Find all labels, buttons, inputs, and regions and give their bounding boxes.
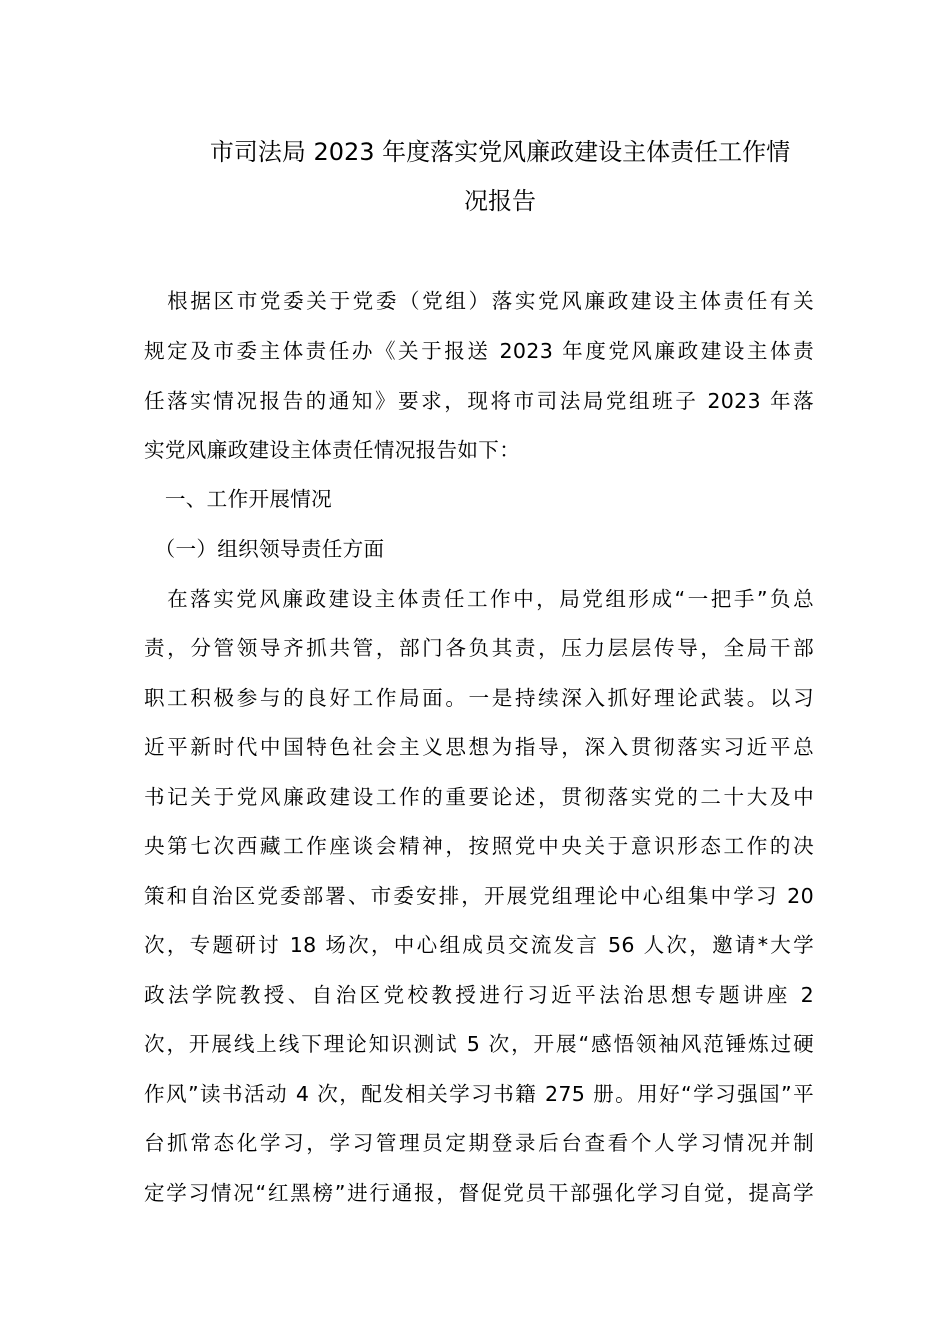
body-paragraph-line: 政法学院教授、自治区党校教授进行习近平法治思想专题讲座 2 [144, 983, 814, 1007]
document-title-line-2: 况报告 [464, 187, 536, 215]
body-paragraph-line: 定学习情况“红黑榜”进行通报，督促党员干部强化学习自觉，提高学 [144, 1181, 814, 1205]
section-heading: 一、工作开展情况 [144, 487, 333, 511]
intro-paragraph-line: 实党风廉政建设主体责任情况报告如下： [144, 438, 521, 462]
body-paragraph-line: 在落实党风廉政建设主体责任工作中，局党组形成“一把手”负总 [144, 587, 814, 611]
body-paragraph-line: 央第七次西藏工作座谈会精神，按照党中央关于意识形态工作的决 [144, 834, 814, 858]
body-paragraph-line: 责，分管领导齐抓共管，部门各负其责，压力层层传导，全局干部 [144, 636, 814, 660]
body-paragraph-line: 作风”读书活动 4 次，配发相关学习书籍 275 册。用好“学习强国”平 [144, 1082, 814, 1106]
body-paragraph-line: 次，开展线上线下理论知识测试 5 次，开展“感悟领袖风范锤炼过硬 [144, 1032, 814, 1056]
body-paragraph-line: 书记关于党风廉政建设工作的重要论述，贯彻落实党的二十大及中 [144, 785, 814, 809]
document-title-line-1: 市司法局 2023 年度落实党风廉政建设主体责任工作情 [209, 138, 791, 166]
intro-paragraph-line: 任落实情况报告的通知》要求，现将市司法局党组班子 2023 年落 [144, 389, 814, 413]
body-paragraph-line: 策和自治区党委部署、市委安排，开展党组理论中心组集中学习 20 [144, 884, 814, 908]
body-paragraph-line: 职工积极参与的良好工作局面。一是持续深入抓好理论武装。以习 [144, 686, 814, 710]
body-paragraph-line: 次，专题研讨 18 场次，中心组成员交流发言 56 人次，邀请*大学 [144, 933, 814, 957]
intro-paragraph-line: 规定及市委主体责任办《关于报送 2023 年度党风廉政建设主体责 [144, 339, 814, 363]
body-paragraph-line: 近平新时代中国特色社会主义思想为指导，深入贯彻落实习近平总 [144, 735, 814, 759]
intro-paragraph-line: 根据区市党委关于党委（党组）落实党风廉政建设主体责任有关 [144, 289, 814, 313]
body-paragraph-line: 台抓常态化学习，学习管理员定期登录后台查看个人学习情况并制 [144, 1131, 814, 1155]
subsection-heading: （一）组织领导责任方面 [144, 537, 385, 561]
